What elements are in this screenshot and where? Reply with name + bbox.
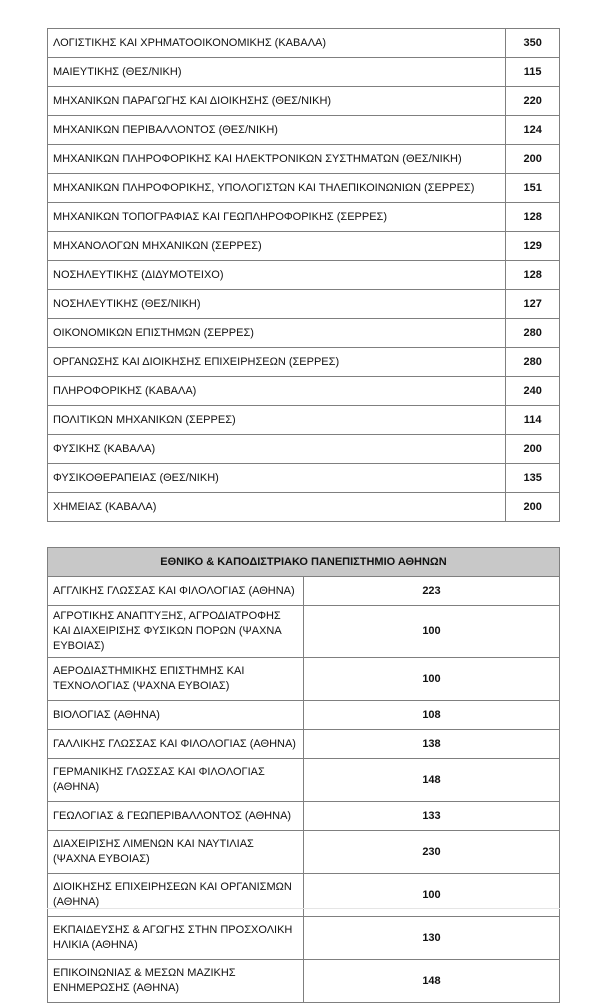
department-name: ΝΟΣΗΛΕΥΤΙΚΗΣ (ΔΙΔΥΜΟΤΕΙΧΟ) — [48, 261, 506, 290]
department-value: 128 — [506, 203, 560, 232]
department-name: ΝΟΣΗΛΕΥΤΙΚΗΣ (ΘΕΣ/ΝΙΚΗ) — [48, 290, 506, 319]
university-name: ΕΘΝΙΚΟ & ΚΑΠΟΔΙΣΤΡΙΑΚΟ ΠΑΝΕΠΙΣΤΗΜΙΟ ΑΘΗΝΩΝ — [48, 548, 560, 577]
table-row — [48, 730, 560, 759]
department-value: 148 — [304, 960, 560, 1003]
table-row — [48, 606, 560, 658]
department-value: 127 — [506, 290, 560, 319]
table-row — [48, 87, 560, 116]
department-name: ΕΠΙΚΟΙΝΩΝΙΑΣ & ΜΕΣΩΝ ΜΑΖΙΚΗΣ ΕΝΗΜΕΡΩΣΗΣ (ΑΘΗΝΑ) — [48, 960, 304, 1003]
department-value: 230 — [304, 831, 560, 874]
department-value: 240 — [506, 377, 560, 406]
department-name: ΜΗΧΑΝΙΚΩΝ ΠΕΡΙΒΑΛΛΟΝΤΟΣ (ΘΕΣ/ΝΙΚΗ) — [48, 116, 506, 145]
table-row — [48, 701, 560, 730]
department-value: 129 — [506, 232, 560, 261]
table-row — [48, 145, 560, 174]
university-departments-table-body — [48, 548, 560, 1003]
department-value: 128 — [506, 261, 560, 290]
department-name: ΜΗΧΑΝΙΚΩΝ ΠΛΗΡΟΦΟΡΙΚΗΣ ΚΑΙ ΗΛΕΚΤΡΟΝΙΚΩΝ ΣΥΣΤΗΜΑΤΩΝ (ΘΕΣ/ΝΙΚΗ) — [48, 145, 506, 174]
department-name: ΓΕΡΜΑΝΙΚΗΣ ΓΛΩΣΣΑΣ ΚΑΙ ΦΙΛΟΛΟΓΙΑΣ (ΑΘΗΝΑ) — [48, 759, 304, 802]
table-row — [48, 29, 560, 58]
table-row — [48, 203, 560, 232]
table-row — [48, 174, 560, 203]
department-value: 151 — [506, 174, 560, 203]
table-row — [48, 435, 560, 464]
department-value: 138 — [304, 730, 560, 759]
table-row — [48, 464, 560, 493]
page-bottom-divider — [47, 908, 560, 909]
department-name: ΑΓΓΛΙΚΗΣ ΓΛΩΣΣΑΣ ΚΑΙ ΦΙΛΟΛΟΓΙΑΣ (ΑΘΗΝΑ) — [48, 577, 304, 606]
department-name: ΟΙΚΟΝΟΜΙΚΩΝ ΕΠΙΣΤΗΜΩΝ (ΣΕΡΡΕΣ) — [48, 319, 506, 348]
department-name: ΜΗΧΑΝΙΚΩΝ ΤΟΠΟΓΡΑΦΙΑΣ ΚΑΙ ΓΕΩΠΛΗΡΟΦΟΡΙΚΗΣ (ΣΕΡΡΕΣ) — [48, 203, 506, 232]
table-row — [48, 759, 560, 802]
department-name: ΛΟΓΙΣΤΙΚΗΣ ΚΑΙ ΧΡΗΜΑΤΟΟΙΚΟΝΟΜΙΚΗΣ (ΚΑΒΑΛΑ) — [48, 29, 506, 58]
department-value: 100 — [304, 658, 560, 701]
table-row — [48, 406, 560, 435]
table-row — [48, 58, 560, 87]
department-value: 100 — [304, 606, 560, 658]
department-name: ΜΑΙΕΥΤΙΚΗΣ (ΘΕΣ/ΝΙΚΗ) — [48, 58, 506, 87]
table-row — [48, 232, 560, 261]
department-name: ΑΓΡΟΤΙΚΗΣ ΑΝΑΠΤΥΞΗΣ, ΑΓΡΟΔΙΑΤΡΟΦΗΣ ΚΑΙ ΔΙΑΧΕΙΡΙΣΗΣ ΦΥΣΙΚΩΝ ΠΟΡΩΝ (ΨΑΧΝΑ ΕΥΒΟΙΑΣ) — [48, 606, 304, 658]
department-value: 124 — [506, 116, 560, 145]
department-value: 280 — [506, 348, 560, 377]
department-name: ΠΛΗΡΟΦΟΡΙΚΗΣ (ΚΑΒΑΛΑ) — [48, 377, 506, 406]
table-row — [48, 917, 560, 960]
departments-table-body — [48, 29, 560, 522]
department-name: ΑΕΡΟΔΙΑΣΤΗΜΙΚΗΣ ΕΠΙΣΤΗΜΗΣ ΚΑΙ ΤΕΧΝΟΛΟΓΙΑΣ (ΨΑΧΝΑ ΕΥΒΟΙΑΣ) — [48, 658, 304, 701]
department-value: 135 — [506, 464, 560, 493]
department-value: 350 — [506, 29, 560, 58]
table-row — [48, 658, 560, 701]
department-name: ΒΙΟΛΟΓΙΑΣ (ΑΘΗΝΑ) — [48, 701, 304, 730]
table-row — [48, 831, 560, 874]
department-name: ΦΥΣΙΚΟΘΕΡΑΠΕΙΑΣ (ΘΕΣ/ΝΙΚΗ) — [48, 464, 506, 493]
department-name: ΜΗΧΑΝΟΛΟΓΩΝ ΜΗΧΑΝΙΚΩΝ (ΣΕΡΡΕΣ) — [48, 232, 506, 261]
table-row — [48, 348, 560, 377]
university-departments-table — [47, 547, 560, 1003]
department-value: 100 — [304, 874, 560, 917]
department-value: 280 — [506, 319, 560, 348]
table-row — [48, 493, 560, 522]
department-name: ΕΚΠΑΙΔΕΥΣΗΣ & ΑΓΩΓΗΣ ΣΤΗΝ ΠΡΟΣΧΟΛΙΚΗ ΗΛΙΚΙΑ (ΑΘΗΝΑ) — [48, 917, 304, 960]
table-row — [48, 261, 560, 290]
department-value: 148 — [304, 759, 560, 802]
department-name: ΦΥΣΙΚΗΣ (ΚΑΒΑΛΑ) — [48, 435, 506, 464]
department-value: 133 — [304, 802, 560, 831]
department-value: 200 — [506, 145, 560, 174]
department-name: ΔΙΑΧΕΙΡΙΣΗΣ ΛΙΜΕΝΩΝ ΚΑΙ ΝΑΥΤΙΛΙΑΣ (ΨΑΧΝΑ ΕΥΒΟΙΑΣ) — [48, 831, 304, 874]
table-row — [48, 577, 560, 606]
department-name: ΓΕΩΛΟΓΙΑΣ & ΓΕΩΠΕΡΙΒΑΛΛΟΝΤΟΣ (ΑΘΗΝΑ) — [48, 802, 304, 831]
department-value: 223 — [304, 577, 560, 606]
department-value: 108 — [304, 701, 560, 730]
department-name: ΟΡΓΑΝΩΣΗΣ ΚΑΙ ΔΙΟΙΚΗΣΗΣ ΕΠΙΧΕΙΡΗΣΕΩΝ (ΣΕΡΡΕΣ) — [48, 348, 506, 377]
departments-table — [47, 28, 560, 522]
department-value: 114 — [506, 406, 560, 435]
table-row — [48, 290, 560, 319]
department-name: ΜΗΧΑΝΙΚΩΝ ΠΛΗΡΟΦΟΡΙΚΗΣ, ΥΠΟΛΟΓΙΣΤΩΝ ΚΑΙ ΤΗΛΕΠΙΚΟΙΝΩΝΙΩΝ (ΣΕΡΡΕΣ) — [48, 174, 506, 203]
department-value: 220 — [506, 87, 560, 116]
department-name: ΜΗΧΑΝΙΚΩΝ ΠΑΡΑΓΩΓΗΣ ΚΑΙ ΔΙΟΙΚΗΣΗΣ (ΘΕΣ/ΝΙΚΗ) — [48, 87, 506, 116]
table-row — [48, 319, 560, 348]
university-header-row — [48, 548, 560, 577]
department-name: ΔΙΟΙΚΗΣΗΣ ΕΠΙΧΕΙΡΗΣΕΩΝ ΚΑΙ ΟΡΓΑΝΙΣΜΩΝ (ΑΘΗΝΑ) — [48, 874, 304, 917]
department-value: 200 — [506, 493, 560, 522]
table-row — [48, 116, 560, 145]
department-value: 130 — [304, 917, 560, 960]
table-row — [48, 960, 560, 1003]
department-name: ΧΗΜΕΙΑΣ (ΚΑΒΑΛΑ) — [48, 493, 506, 522]
table-row — [48, 377, 560, 406]
department-value: 200 — [506, 435, 560, 464]
department-name: ΠΟΛΙΤΙΚΩΝ ΜΗΧΑΝΙΚΩΝ (ΣΕΡΡΕΣ) — [48, 406, 506, 435]
table-row — [48, 874, 560, 917]
department-value: 115 — [506, 58, 560, 87]
department-name: ΓΑΛΛΙΚΗΣ ΓΛΩΣΣΑΣ ΚΑΙ ΦΙΛΟΛΟΓΙΑΣ (ΑΘΗΝΑ) — [48, 730, 304, 759]
table-row — [48, 802, 560, 831]
